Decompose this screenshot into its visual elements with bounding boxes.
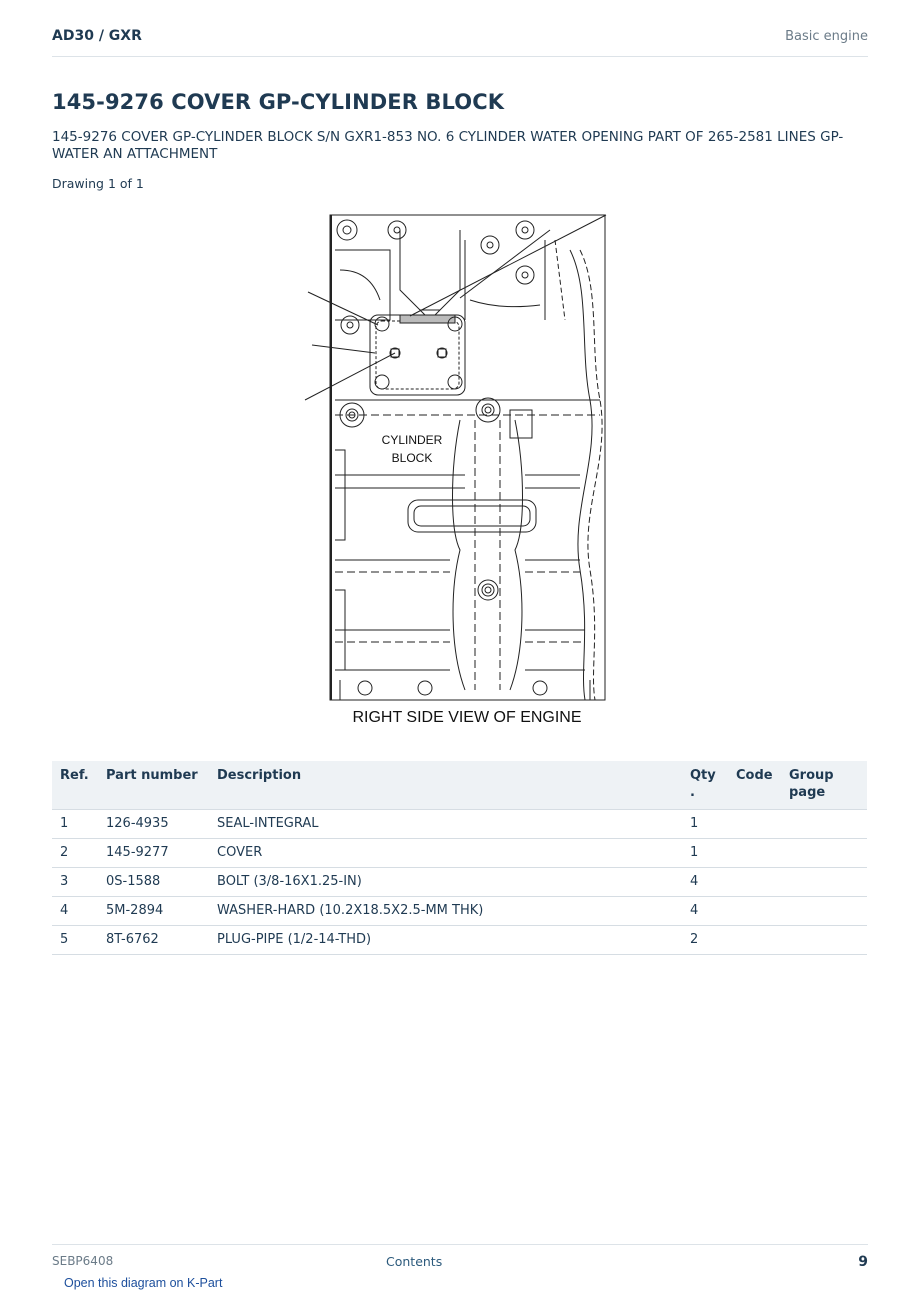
- cell-ref: 1: [52, 810, 98, 839]
- doc-number: SEBP6408: [52, 1254, 114, 1268]
- parts-table: [52, 761, 867, 955]
- cell-ref: 3: [52, 868, 98, 897]
- cell-code: [728, 868, 781, 897]
- contents-link[interactable]: Contents: [386, 1254, 443, 1269]
- cell-description: WASHER-HARD (10.2X18.5X2.5-MM THK): [209, 897, 682, 926]
- cell-group-page: [781, 868, 867, 897]
- cell-code: [728, 926, 781, 955]
- cell-description: BOLT (3/8-16X1.25-IN): [209, 868, 682, 897]
- cell-group-page: [781, 810, 867, 839]
- page-header: [52, 28, 868, 57]
- col-group-page: Group page: [781, 761, 867, 810]
- page-number: 9: [858, 1254, 868, 1270]
- cell-group-page: [781, 897, 867, 926]
- table-row: [52, 926, 867, 955]
- cell-qty: 4: [682, 868, 728, 897]
- col-ref: Ref.: [52, 761, 98, 810]
- cell-description: COVER: [209, 839, 682, 868]
- parts-table-header-row: [52, 761, 867, 810]
- table-row: [52, 810, 867, 839]
- cell-group-page: [781, 839, 867, 868]
- drawing-count: Drawing 1 of 1: [52, 176, 144, 191]
- cell-qty: 4: [682, 897, 728, 926]
- section-name: Basic engine: [785, 29, 868, 44]
- cell-ref: 4: [52, 897, 98, 926]
- cell-description: SEAL-INTEGRAL: [209, 810, 682, 839]
- col-qty: Qty .: [682, 761, 728, 810]
- cell-code: [728, 810, 781, 839]
- page-title: 145-9276 COVER GP-CYLINDER BLOCK: [52, 90, 505, 114]
- cell-qty: 2: [682, 926, 728, 955]
- cell-part-number: 5M-2894: [98, 897, 209, 926]
- cell-ref: 5: [52, 926, 98, 955]
- table-row: [52, 868, 867, 897]
- col-description: Description: [209, 761, 682, 810]
- cell-qty: 1: [682, 839, 728, 868]
- cell-part-number: 145-9277: [98, 839, 209, 868]
- cell-code: [728, 897, 781, 926]
- table-row: [52, 897, 867, 926]
- cell-description: PLUG-PIPE (1/2-14-THD): [209, 926, 682, 955]
- cell-code: [728, 839, 781, 868]
- engine-diagram: [300, 210, 620, 735]
- part-description: 145-9276 COVER GP-CYLINDER BLOCK S/N GXR1-853 NO. 6 CYLINDER WATER OPENING PART OF 265-2581 LINES GP-WATER AN ATTACHMENT: [52, 129, 844, 162]
- cylinder-block-label-line2: BLOCK: [391, 451, 433, 465]
- col-code: Code: [728, 761, 781, 810]
- page-footer: [52, 1244, 868, 1275]
- cell-group-page: [781, 926, 867, 955]
- cell-ref: 2: [52, 839, 98, 868]
- cell-qty: 1: [682, 810, 728, 839]
- col-part-number: Part number: [98, 761, 209, 810]
- cell-part-number: 126-4935: [98, 810, 209, 839]
- diagram-caption: RIGHT SIDE VIEW OF ENGINE: [352, 709, 582, 726]
- cell-part-number: 0S-1588: [98, 868, 209, 897]
- model-breadcrumb: AD30 / GXR: [52, 28, 142, 44]
- table-row: [52, 839, 867, 868]
- cylinder-block-label-line1: CYLINDER: [381, 433, 443, 447]
- cell-part-number: 8T-6762: [98, 926, 209, 955]
- kpart-link[interactable]: Open this diagram on K-Part: [64, 1276, 223, 1290]
